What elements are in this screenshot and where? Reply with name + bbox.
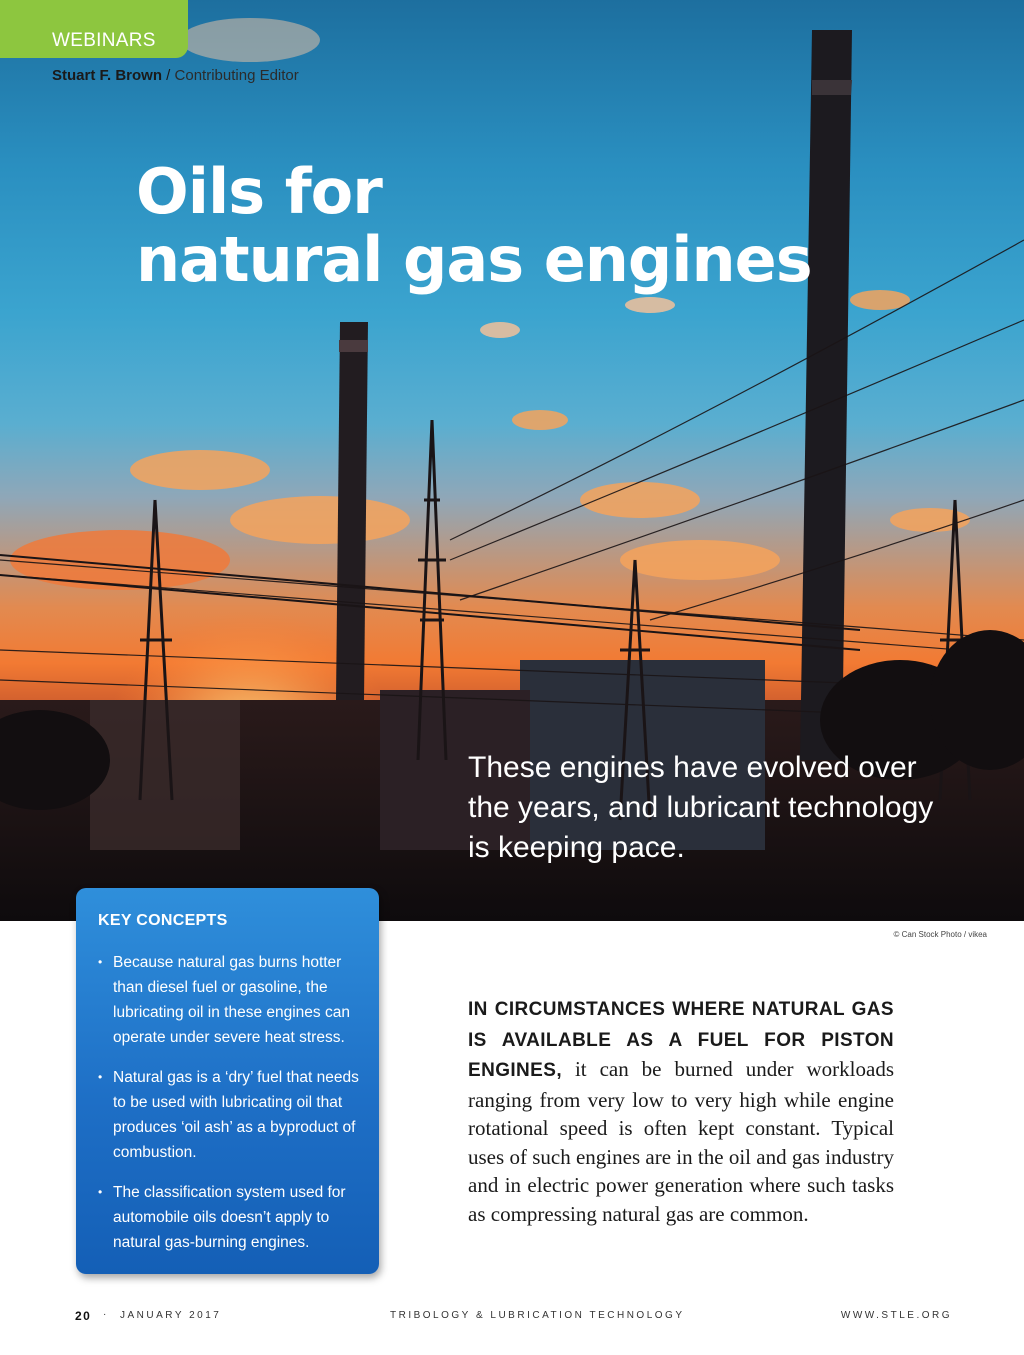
article-title — [136, 155, 836, 296]
section-tab — [0, 0, 188, 58]
key-concept-item: • Natural gas is a ‘dry’ fuel that needs to be used with lubricating oil that produces ‘oil ash’ as a byproduct of combustion. — [98, 1065, 359, 1165]
article-deck: These engines have evolved over the years, and lubricant technology is keeping pace. — [468, 751, 934, 864]
article-body — [468, 994, 894, 1228]
photo-credit: © Can Stock Photo / vikea — [893, 930, 987, 939]
author-name: Stuart F. Brown — [52, 67, 163, 84]
key-concepts-heading: KEY CONCEPTS — [98, 912, 228, 929]
footer-separator: · — [103, 1309, 109, 1320]
key-concepts-box — [76, 888, 379, 1274]
page-number: 20 — [75, 1309, 92, 1323]
publication-name: TRIBOLOGY & LUBRICATION TECHNOLOGY — [390, 1310, 685, 1321]
author-role: Contributing Editor — [174, 67, 299, 84]
key-concept-item: • Because natural gas burns hotter than diesel fuel or gasoline, the lubricating oil in these engines can operate under severe heat stress. — [98, 950, 359, 1050]
website-link[interactable]: WWW.STLE.ORG — [840, 1310, 952, 1321]
key-concepts-list — [98, 950, 359, 1255]
title-line-2: natural gas engines — [136, 223, 812, 296]
byline-separator: / — [162, 67, 175, 84]
key-concept-item: • The classification system used for automobile oils doesn’t apply to natural gas-burning engines. — [98, 1180, 359, 1255]
body-text: it can be burned under workloads ranging from very low to very high while engine rotational speed is often kept constant. Typical uses of such engines are in the oil and gas industry and in electric power generation where such tasks as compressing natural gas are common. — [468, 1057, 894, 1226]
page-footer — [0, 1309, 1024, 1323]
lead-in: IN CIRCUMSTANCES WHERE NATURAL GAS IS AVAILABLE AS A FUEL FOR PISTON ENGINES, — [468, 999, 894, 1081]
byline — [52, 67, 299, 84]
issue-date: JANUARY 2017 — [120, 1310, 222, 1321]
section-label: WEBINARS — [52, 30, 156, 51]
title-line-1: Oils for — [136, 155, 382, 228]
